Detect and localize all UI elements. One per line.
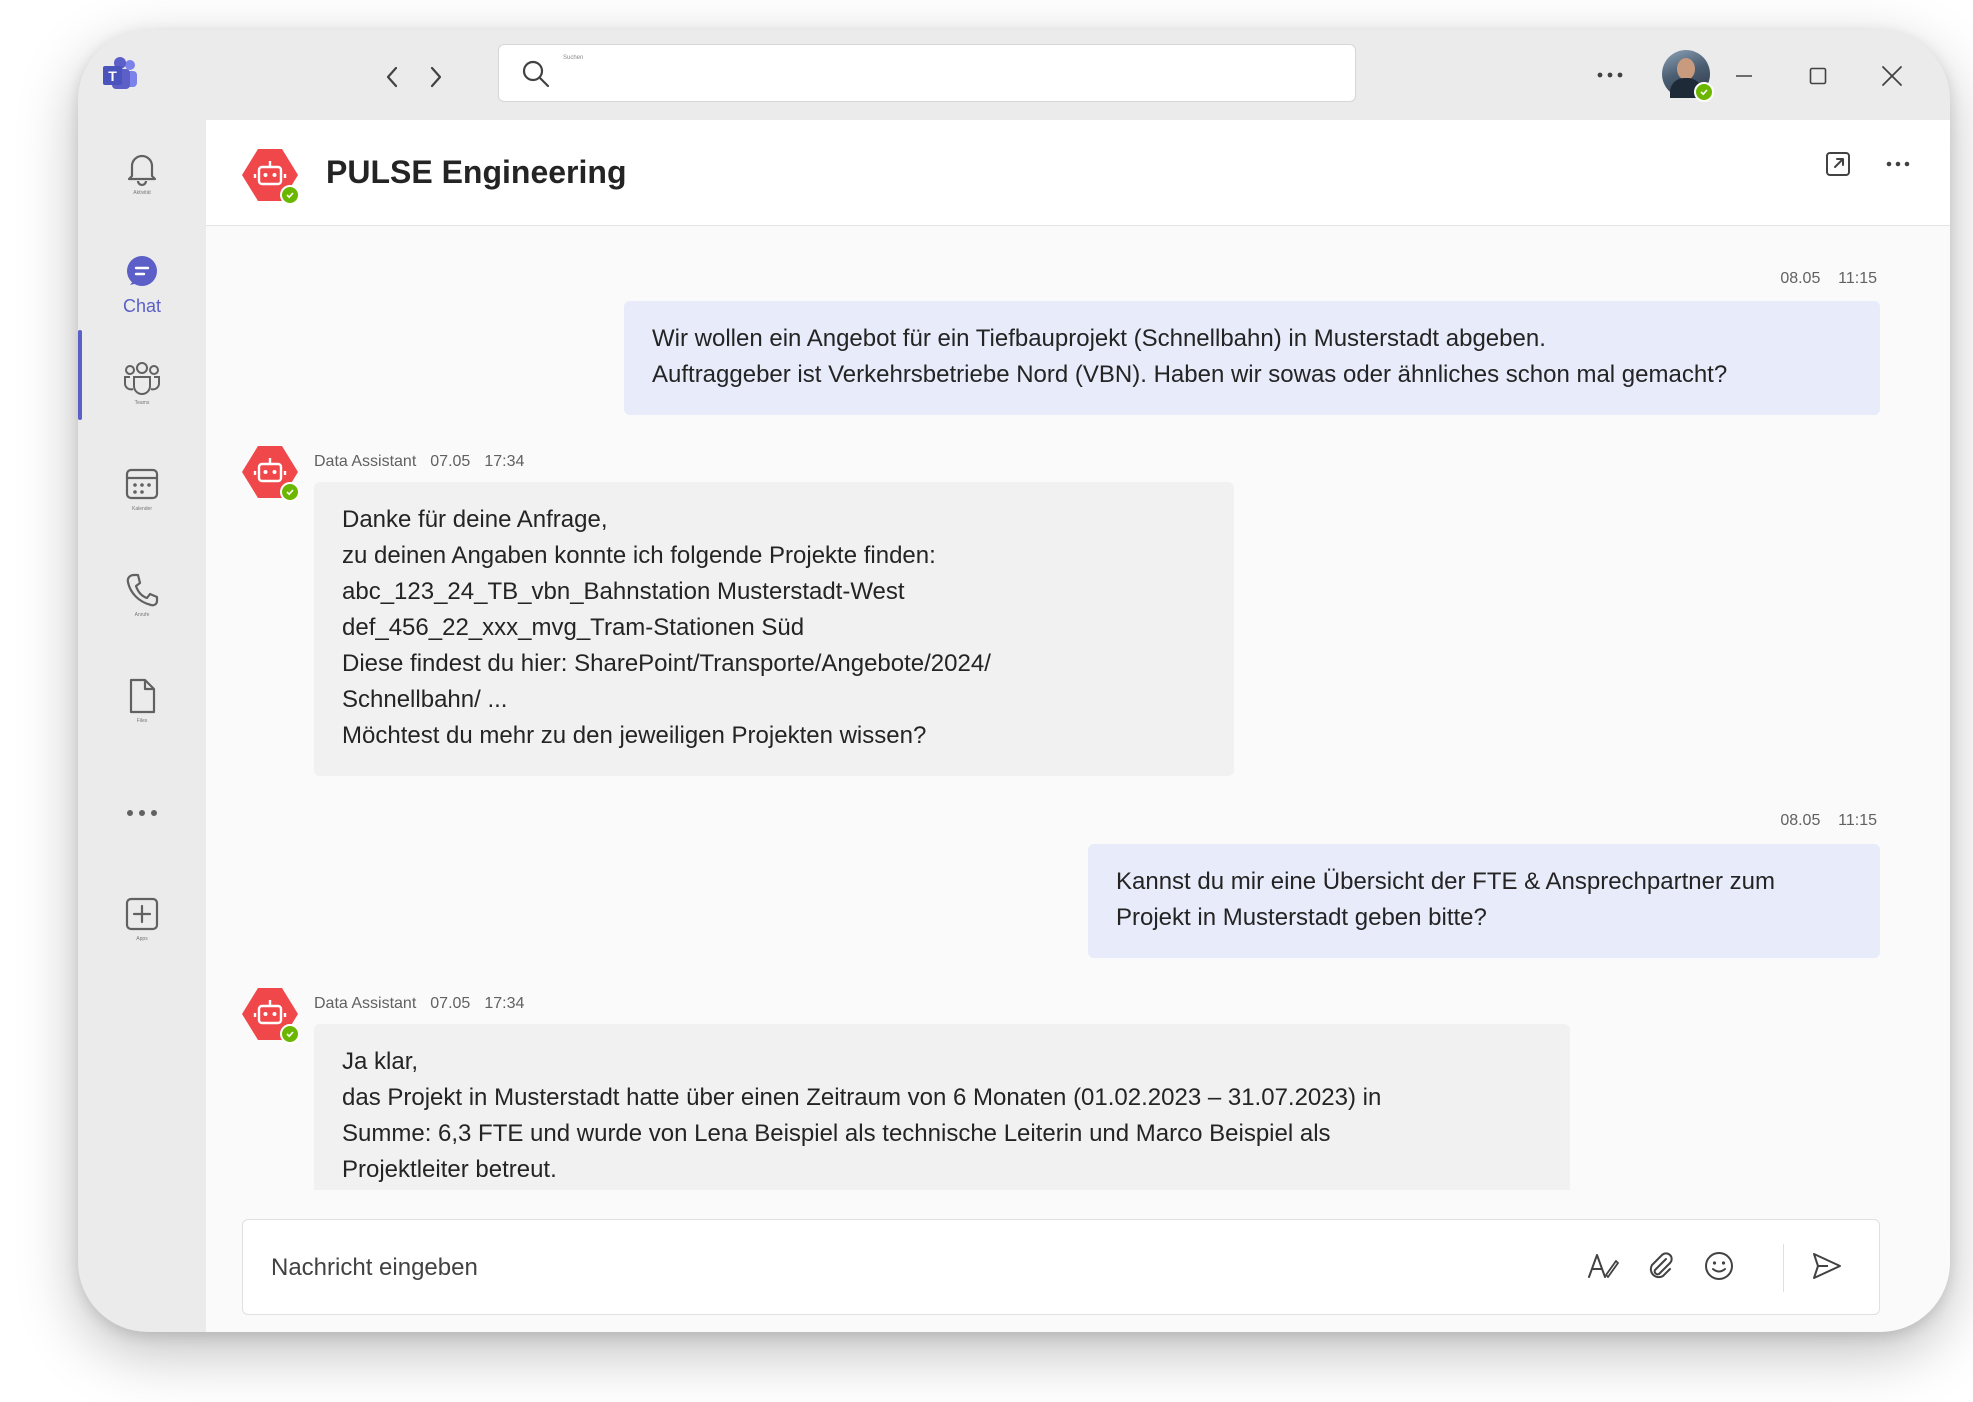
maximize-button[interactable] — [1798, 56, 1838, 96]
message-date: 07.05 — [430, 453, 471, 470]
app-rail — [78, 120, 206, 1332]
sender-name: Data Assistant — [314, 995, 417, 1012]
pop-out-icon — [1824, 150, 1852, 178]
rail-label-calls: Anrufe — [134, 612, 150, 618]
rail-more-apps-button[interactable] — [78, 808, 206, 848]
close-icon — [1881, 65, 1903, 87]
search-icon — [521, 59, 551, 89]
search-placeholder: Suchen — [563, 55, 584, 61]
more-horizontal-icon — [1596, 71, 1624, 79]
bot-avatar — [242, 147, 298, 203]
chat-title: PULSE Engineering — [326, 154, 627, 190]
compose-placeholder: Nachricht eingeben — [271, 1254, 478, 1281]
back-button[interactable] — [376, 60, 410, 94]
emoji-button[interactable] — [1699, 1246, 1739, 1286]
rail-item-chat[interactable] — [78, 252, 206, 342]
presence-available-icon — [280, 482, 300, 502]
minimize-button[interactable] — [1724, 56, 1764, 96]
message-compose-box[interactable] — [242, 1219, 1880, 1315]
sender-name: Data Assistant — [314, 453, 417, 470]
teams-window — [78, 30, 1950, 1332]
settings-more-button[interactable] — [1590, 60, 1630, 90]
rail-label-apps: Apps — [136, 936, 148, 942]
search-input[interactable] — [498, 44, 1356, 102]
svg-text:T: T — [108, 68, 117, 84]
close-button[interactable] — [1872, 56, 1912, 96]
message-time: 17:34 — [484, 995, 525, 1012]
calendar-icon — [122, 464, 162, 504]
presence-available-icon — [280, 185, 300, 205]
compose-divider — [1783, 1244, 1784, 1292]
paperclip-icon — [1646, 1251, 1676, 1281]
format-button[interactable] — [1583, 1246, 1623, 1286]
minimize-icon — [1734, 66, 1754, 86]
send-icon — [1811, 1251, 1843, 1281]
message-timestamp: 08.05 11:15 — [1780, 270, 1877, 287]
maximize-icon — [1808, 66, 1828, 86]
rail-label-calendar: Kalender — [131, 506, 152, 512]
teams-logo-icon — [100, 55, 140, 95]
bot-avatar — [242, 986, 298, 1042]
message-date: 07.05 — [430, 995, 471, 1012]
message-time: 17:34 — [484, 453, 525, 470]
forward-button[interactable] — [418, 60, 452, 94]
teams-icon — [121, 358, 163, 398]
bot-message-bubble[interactable]: Ja klar, das Projekt in Musterstadt hatte über einen Zeitraum von 6 Monaten (01.02.2023 – 31.07.2023) in Summe: 6,3 FTE und wurde von Lena Beispiel als technische Leiterin und Marco Beispiel als Projektleiter betreut. — [314, 1024, 1570, 1190]
chat-header — [206, 120, 1950, 226]
rail-item-apps[interactable] — [78, 894, 206, 984]
rail-label-teams: Teams — [134, 400, 150, 406]
rail-item-calls[interactable] — [78, 570, 206, 660]
user-avatar[interactable] — [1662, 50, 1710, 98]
chevron-right-icon — [425, 65, 445, 89]
presence-available-icon — [280, 1024, 300, 1044]
rail-item-activity[interactable] — [78, 148, 206, 238]
file-icon — [122, 676, 162, 716]
message-sender-line — [314, 453, 538, 471]
title-bar — [78, 30, 1950, 120]
rail-item-files[interactable] — [78, 676, 206, 766]
message-sender-line — [314, 995, 538, 1013]
bot-avatar — [242, 444, 298, 500]
presence-available-icon — [1694, 82, 1714, 102]
chat-more-button[interactable] — [1878, 144, 1918, 184]
my-message-bubble[interactable]: Wir wollen ein Angebot für ein Tiefbauprojekt (Schnellbahn) in Musterstadt abgeben. Auftraggeber ist Verkehrsbetriebe Nord (VBN). Haben wir sowas oder ähnliches schon mal gemacht? — [624, 301, 1880, 415]
emoji-icon — [1703, 1250, 1735, 1282]
more-horizontal-icon — [1885, 160, 1911, 168]
bot-message-bubble[interactable]: Danke für deine Anfrage, zu deinen Angaben konnte ich folgende Projekte finden: abc_123_24_TB_vbn_Bahnstation Musterstadt-West def_456_22_xxx_mvg_Tram-Stationen Süd Diese findest du hier: SharePoint/Transporte/Angebote/2024/ Schnellbahn/ ... Möchtest du mehr zu den jeweiligen Projekten wissen? — [314, 482, 1234, 776]
chat-icon — [122, 252, 162, 292]
my-message-bubble[interactable]: Kannst du mir eine Übersicht der FTE & Ansprechpartner zum Projekt in Musterstadt geben bitte? — [1088, 844, 1880, 958]
rail-item-calendar[interactable] — [78, 464, 206, 554]
attach-button[interactable] — [1641, 1246, 1681, 1286]
rail-item-teams[interactable] — [78, 358, 206, 448]
bell-icon — [122, 148, 162, 188]
pop-out-button[interactable] — [1818, 144, 1858, 184]
chat-panel — [206, 120, 1950, 1332]
chevron-left-icon — [383, 65, 403, 89]
send-button[interactable] — [1807, 1246, 1847, 1286]
add-app-icon — [122, 894, 162, 934]
format-text-icon — [1586, 1251, 1620, 1281]
more-horizontal-icon — [125, 808, 159, 818]
rail-label-files: Files — [136, 718, 148, 724]
rail-label-activity: Aktivität — [133, 190, 151, 196]
rail-label-chat: Chat — [122, 296, 162, 316]
phone-icon — [122, 570, 162, 610]
message-timestamp: 08.05 11:15 — [1780, 812, 1877, 829]
